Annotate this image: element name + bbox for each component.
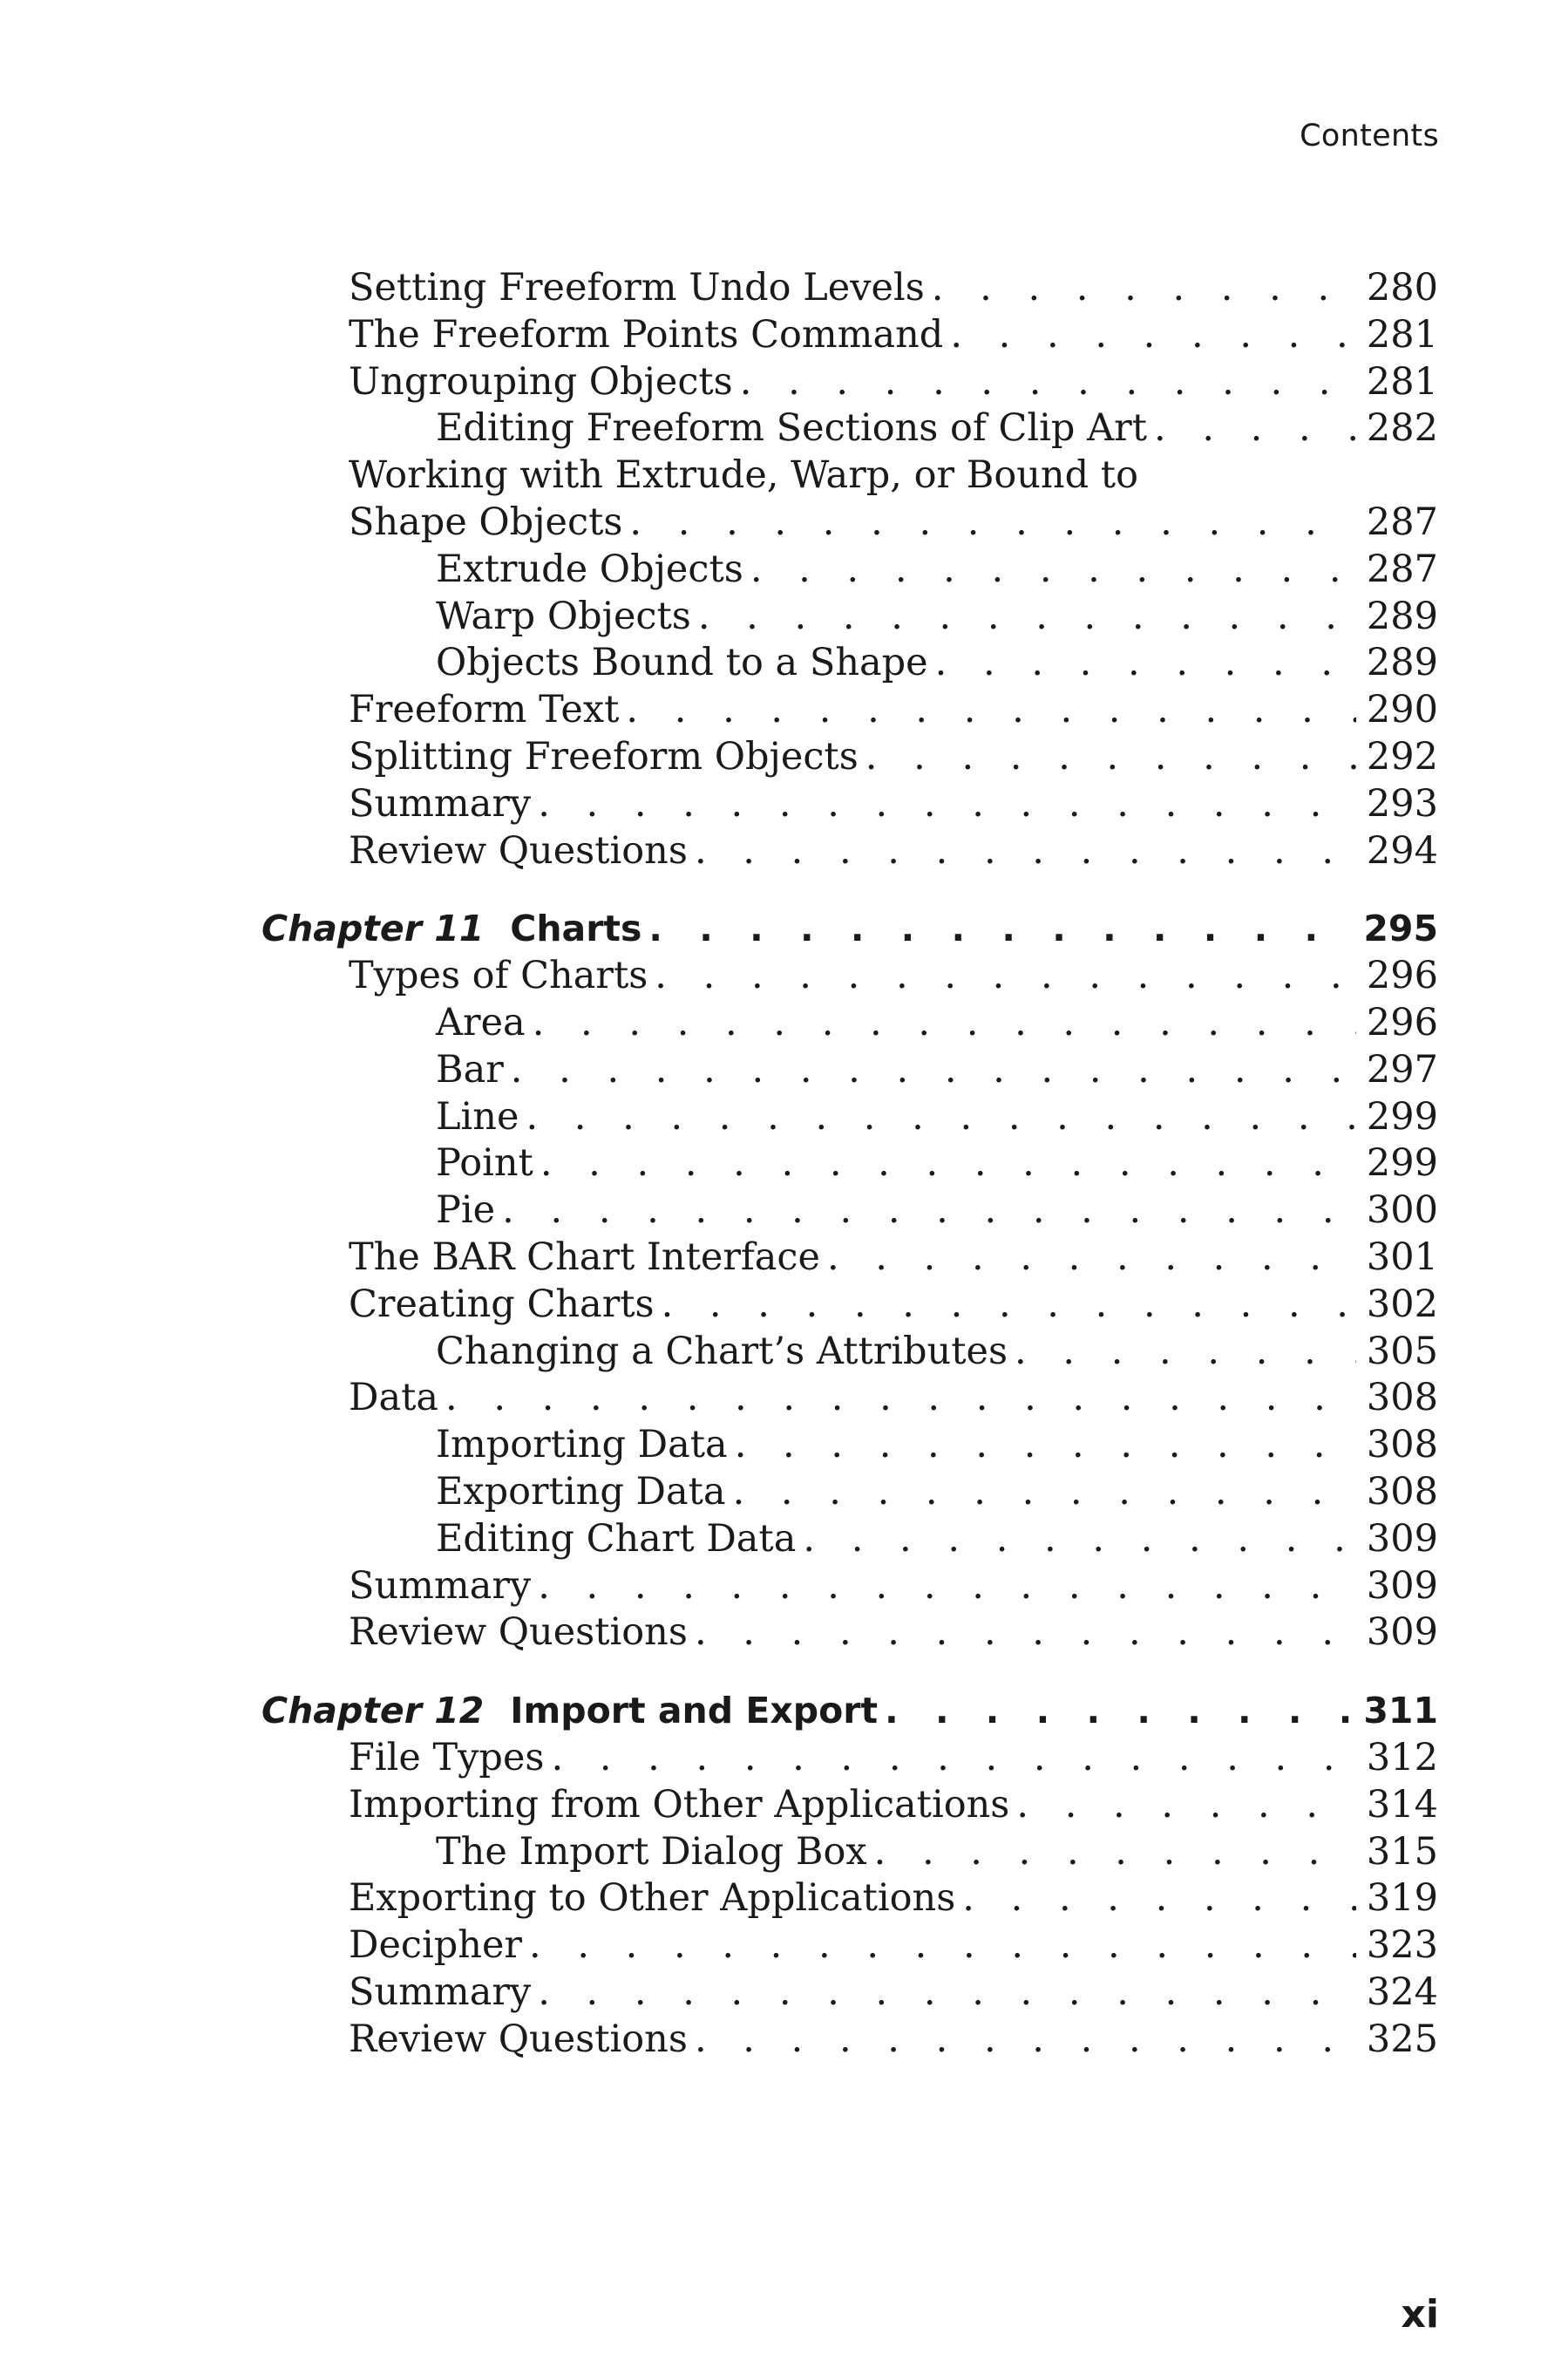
dot-leader	[655, 1282, 1356, 1329]
dot-leader	[859, 734, 1356, 781]
toc-section-row[interactable]	[261, 1970, 1438, 2017]
dot-leader	[726, 1469, 1356, 1516]
toc-section-row[interactable]	[261, 1875, 1438, 1922]
toc-section-row[interactable]	[261, 1375, 1438, 1422]
entry-title: Area	[436, 1000, 526, 1044]
toc-section-row[interactable]	[261, 359, 1438, 406]
toc-subsection-row[interactable]	[261, 1516, 1438, 1563]
chapter-label: Chapter 11	[261, 908, 485, 950]
dot-leader	[1147, 405, 1356, 452]
entry-title: File Types	[349, 1735, 545, 1779]
toc-subsection-row[interactable]	[261, 1000, 1438, 1047]
entry-title: Bar	[436, 1047, 504, 1092]
dot-leader	[728, 1422, 1356, 1469]
toc-section-row[interactable]	[261, 1282, 1438, 1329]
toc-section-row[interactable]	[261, 1782, 1438, 1829]
toc-section-row[interactable]	[261, 828, 1438, 875]
dot-leader	[928, 640, 1356, 687]
toc-section-row[interactable]	[261, 781, 1438, 828]
entry-page-number: 319	[1366, 1876, 1438, 1921]
entry-title: Splitting Freeform Objects	[349, 734, 859, 779]
dot-leader	[878, 1688, 1353, 1735]
entry-page-number: 308	[1366, 1376, 1438, 1420]
entry-page-number: 296	[1366, 954, 1438, 998]
toc-section-row[interactable]	[261, 1235, 1438, 1282]
dot-leader	[820, 1235, 1356, 1282]
toc-subsection-row[interactable]	[261, 640, 1438, 687]
entry-title: Editing Chart Data	[436, 1516, 797, 1561]
toc-section-row[interactable]	[261, 1563, 1438, 1610]
toc-subsection-row[interactable]	[261, 1094, 1438, 1141]
entry-title: Point	[436, 1141, 533, 1186]
entry-title: Changing a Chart’s Attributes	[436, 1329, 1008, 1373]
dot-leader	[531, 1970, 1356, 2017]
entry-title: The Import Dialog Box	[436, 1829, 867, 1874]
entry-page-number: 282	[1366, 406, 1438, 451]
toc-subsection-row[interactable]	[261, 1469, 1438, 1516]
entry-page-number: 309	[1366, 1516, 1438, 1561]
entry-title: Decipher	[349, 1923, 522, 1968]
dot-leader	[743, 547, 1356, 594]
dot-leader	[688, 828, 1356, 875]
entry-title: Editing Freeform Sections of Clip Art	[436, 406, 1147, 451]
dot-leader	[796, 1516, 1356, 1563]
toc-subsection-row[interactable]	[261, 1829, 1438, 1876]
entry-page-number: 281	[1366, 312, 1438, 357]
toc-section-row[interactable]	[261, 687, 1438, 734]
entry-title: Working with Extrude, Warp, or Bound to	[349, 453, 1138, 498]
entry-title: Types of Charts	[349, 954, 648, 998]
entry-title: Ungrouping Objects	[349, 359, 733, 404]
entry-title: Setting Freeform Undo Levels	[349, 266, 925, 310]
entry-title: The BAR Chart Interface	[349, 1235, 820, 1279]
dot-leader	[619, 687, 1356, 734]
entry-page-number: 296	[1366, 1000, 1438, 1044]
page-number: xi	[1401, 2292, 1439, 2337]
entry-title: Summary	[349, 1563, 532, 1608]
entry-page-number: 299	[1366, 1094, 1438, 1139]
toc-subsection-row[interactable]	[261, 1047, 1438, 1094]
dot-leader	[504, 1047, 1356, 1094]
entry-title: Extrude Objects	[436, 547, 743, 591]
entry-title: Creating Charts	[349, 1282, 655, 1326]
entry-page-number: 311	[1363, 1690, 1438, 1732]
dot-leader	[925, 265, 1356, 312]
toc-section-row[interactable]	[261, 1609, 1438, 1657]
entry-page-number: 295	[1363, 908, 1438, 950]
entry-page-number: 325	[1366, 2017, 1438, 2061]
chapter-label: Chapter 12	[261, 1690, 485, 1732]
entry-title: Importing Data	[436, 1423, 728, 1467]
entry-page-number: 301	[1366, 1235, 1438, 1279]
entry-page-number: 315	[1366, 1829, 1438, 1874]
dot-leader	[519, 1094, 1355, 1141]
toc-subsection-row[interactable]	[261, 1422, 1438, 1469]
entry-page-number: 308	[1366, 1423, 1438, 1467]
toc-section-row[interactable]	[261, 1922, 1438, 1970]
dot-leader	[531, 1563, 1356, 1610]
entry-page-number: 293	[1366, 781, 1438, 826]
dot-leader	[495, 1187, 1356, 1235]
toc-subsection-row[interactable]	[261, 1329, 1438, 1376]
entry-page-number: 299	[1366, 1141, 1438, 1186]
dot-leader	[531, 781, 1356, 828]
entry-page-number: 314	[1366, 1782, 1438, 1827]
toc-subsection-row[interactable]	[261, 1140, 1438, 1187]
chapter-title: Charts	[510, 908, 642, 950]
toc-section-row[interactable]	[261, 500, 1438, 547]
dot-leader	[688, 2017, 1356, 2064]
dot-leader	[544, 1735, 1355, 1782]
entry-title: Shape Objects	[349, 500, 623, 544]
dot-leader	[691, 594, 1356, 641]
toc-section-row[interactable]	[261, 953, 1438, 1000]
entry-title: Data	[349, 1376, 439, 1420]
entry-page-number: 289	[1366, 594, 1438, 638]
entry-page-number: 300	[1366, 1188, 1438, 1233]
entry-page-number: 290	[1366, 688, 1438, 732]
entry-page-number: 324	[1366, 1970, 1438, 2014]
entry-page-number: 287	[1366, 547, 1438, 591]
toc-section-row[interactable]	[261, 1735, 1438, 1782]
toc-chapter-row[interactable]	[261, 906, 1438, 953]
dot-leader	[1009, 1782, 1356, 1829]
chapter-title: Import and Export	[510, 1690, 879, 1732]
entry-page-number: 302	[1366, 1282, 1438, 1326]
entry-page-number: 305	[1366, 1329, 1438, 1373]
entry-title: Freeform Text	[349, 688, 620, 732]
entry-title: Review Questions	[349, 828, 688, 873]
entry-title: Exporting Data	[436, 1469, 726, 1514]
toc-section-row[interactable]	[261, 265, 1438, 312]
toc-subsection-row[interactable]	[261, 405, 1438, 452]
entry-title: Objects Bound to a Shape	[436, 641, 928, 685]
toc-section-row[interactable]	[261, 312, 1438, 359]
running-head: Contents	[1300, 119, 1439, 153]
entry-title: Pie	[436, 1188, 496, 1233]
dot-leader	[688, 1609, 1356, 1657]
dot-leader	[943, 312, 1356, 359]
table-of-contents	[261, 265, 1438, 2063]
entry-title: The Freeform Points Command	[349, 312, 944, 357]
dot-leader	[526, 1000, 1356, 1047]
entry-title: Importing from Other Applications	[349, 1782, 1010, 1827]
toc-chapter-row[interactable]	[261, 1688, 1438, 1735]
dot-leader	[1008, 1329, 1356, 1376]
entry-title: Line	[436, 1094, 519, 1139]
toc-subsection-row[interactable]	[261, 1187, 1438, 1235]
entry-title: Warp Objects	[436, 594, 691, 638]
toc-subsection-row[interactable]	[261, 547, 1438, 594]
dot-leader	[641, 906, 1353, 953]
entry-title: Exporting to Other Applications	[349, 1876, 956, 1921]
entry-title: Review Questions	[349, 2017, 688, 2061]
dot-leader	[438, 1375, 1356, 1422]
dot-leader	[648, 953, 1356, 1000]
entry-page-number: 287	[1366, 500, 1438, 544]
entry-page-number: 289	[1366, 641, 1438, 685]
entry-page-number: 297	[1366, 1047, 1438, 1092]
entry-page-number: 281	[1366, 359, 1438, 404]
entry-page-number: 280	[1366, 266, 1438, 310]
dot-leader	[622, 500, 1356, 547]
dot-leader	[533, 1140, 1356, 1187]
entry-page-number: 309	[1366, 1610, 1438, 1655]
toc-section-row	[261, 452, 1438, 500]
entry-page-number: 309	[1366, 1563, 1438, 1608]
dot-leader	[522, 1922, 1356, 1970]
toc-section-row[interactable]	[261, 2017, 1438, 2064]
entry-title: Summary	[349, 781, 532, 826]
dot-leader	[955, 1875, 1356, 1922]
dot-leader	[733, 359, 1356, 406]
entry-page-number: 292	[1366, 734, 1438, 779]
toc-subsection-row[interactable]	[261, 594, 1438, 641]
entry-page-number: 323	[1366, 1923, 1438, 1968]
toc-section-row[interactable]	[261, 734, 1438, 781]
dot-leader	[867, 1829, 1356, 1876]
entry-page-number: 308	[1366, 1469, 1438, 1514]
entry-title: Review Questions	[349, 1610, 688, 1655]
entry-page-number: 312	[1366, 1735, 1438, 1779]
entry-page-number: 294	[1366, 828, 1438, 873]
entry-title: Summary	[349, 1970, 532, 2014]
